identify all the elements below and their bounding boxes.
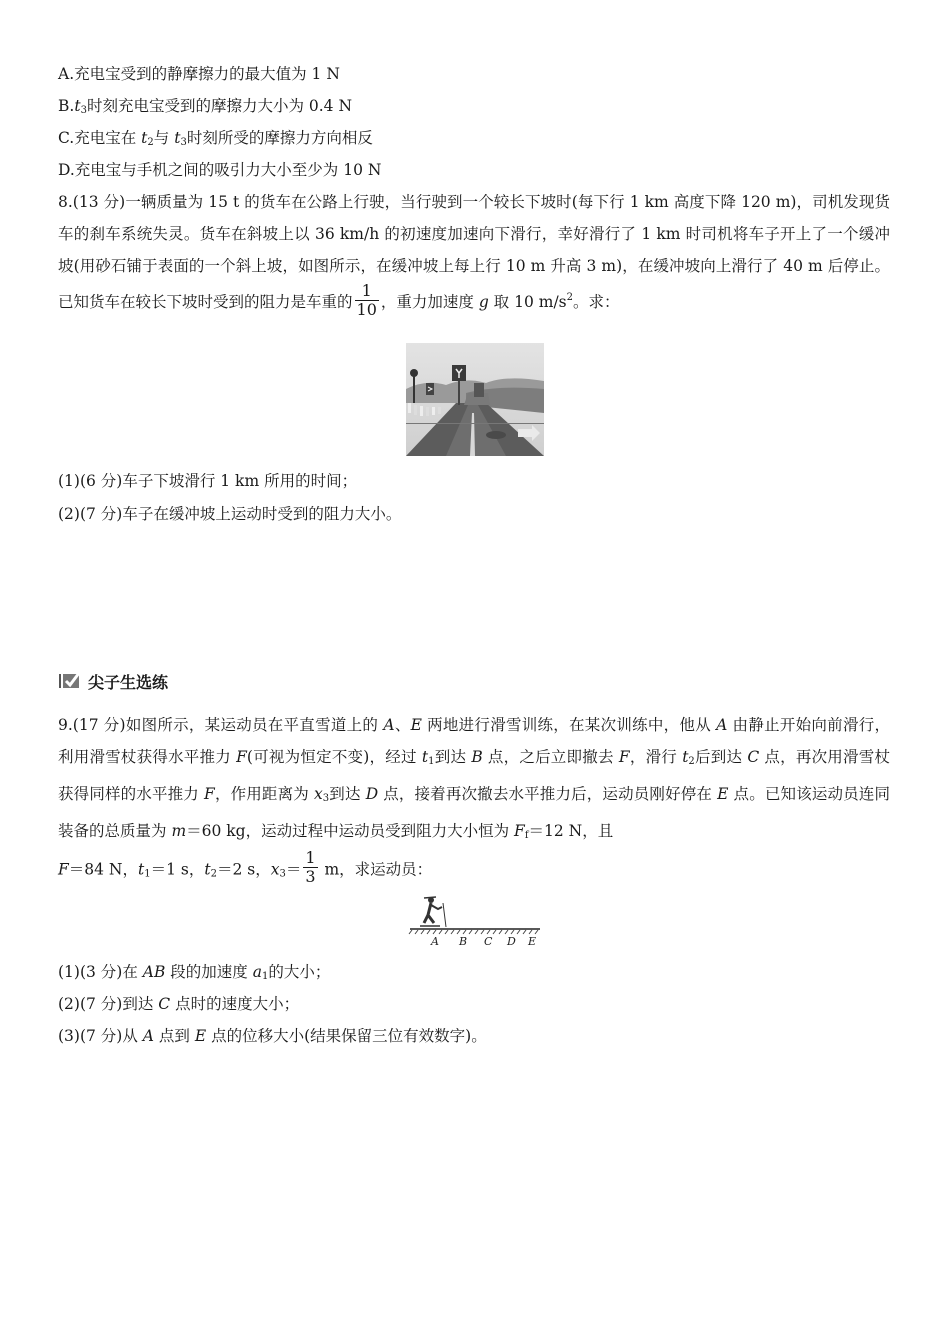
option-d: D.充电宝与手机之间的吸引力大小至少为 10 N [58, 161, 382, 179]
fraction-one-tenth: $\frac{1}{10}$ [356, 280, 377, 319]
point-e-label: E [528, 935, 537, 948]
question-8-part-2: (2)(7 分)车子在缓冲坡上运动时受到的阻力大小。 [58, 505, 402, 523]
question-8-part-1: (1)(6 分)车子下坡滑行 1 km 所用的时间； [58, 472, 358, 490]
runaway-ramp-photo [406, 343, 544, 456]
skier-figure [420, 897, 446, 927]
option-a: A.充电宝受到的静摩擦力的最大值为 1 N [58, 65, 340, 83]
question-9-part-3: (3)(7 分)从 A 点到 E 点的位移大小(结果保留三位有效数字)。 [58, 1027, 487, 1045]
point-a-label: A [431, 935, 439, 948]
point-d-label: D [507, 935, 516, 948]
option-c: C.充电宝在 $t_2$与 $t_3$时刻所受的摩擦力方向相反 [58, 129, 373, 148]
question-9-text: 9.(17 分)如图所示，某运动员在平直雪道上的 A、E 两地进行滑雪训练，在某次训练中，他从 A 由静止开始向前滑行，利用滑雪杖获得水平推力 F(可视为恒定不变)，经过 $t_1$到达 B 点，之后立即撤去 F，滑行 $t_2$后到达 C 点，再次用滑雪杖获得同样的水平推力 F，作用距离为 $x_3$到达 D 点，接着再次撤去水平推力后，运动员刚好停在 E 点。已知该运动员连同装备的总质量为 m＝60 kg，运动过程中运动员受到阻力大小恒为 $F_f=12$ N，且 F＝84 N，$t_1=1$ s，$t_2=2$ s，$x_3=$ $\frac{1}{3}$ m，求运动员： [58, 716, 890, 886]
question-8-text: 8.(13 分)一辆质量为 15 t 的货车在公路上行驶，当行驶到一个较长下坡时(每下行 1 km 高度下降 120 m)，司机发现货车的刹车系统失灵。货车在斜坡上以 36 km/h 的初速度加速向下滑行，幸好滑行了 1 km 时司机将车子开上了一个缓冲坡(用砂石铺于表面的一个斜上坡，如图所示，在缓冲坡上每上行 10 m 升高 3 m)，在缓冲坡向上滑行了 40 m 后停止。已知货车在较长下坡时受到的阻力是车重的 $\frac{1}{10}$ ，重力加速度 g 取 10 $m/s^2$。求： [58, 193, 890, 319]
question-9-part-2: (2)(7 分)到达 C 点时的速度大小； [58, 995, 300, 1013]
skier-diagram [406, 893, 544, 949]
section-title: 尖子生选练 [88, 672, 169, 692]
ground-hatch [409, 930, 538, 934]
option-b: $B.t_3$时刻充电宝受到的摩擦力大小为 0.4 N [58, 97, 353, 116]
section-header [58, 670, 168, 692]
point-b-label: B [459, 935, 468, 948]
fraction-one-third: $\frac{1}{3}$ [305, 848, 316, 886]
point-c-label: C [484, 935, 493, 948]
checkbox-check-icon [58, 671, 82, 691]
question-9-part-1: (1)(3 分)在 AB 段的加速度 $a_1$的大小； [58, 963, 331, 982]
